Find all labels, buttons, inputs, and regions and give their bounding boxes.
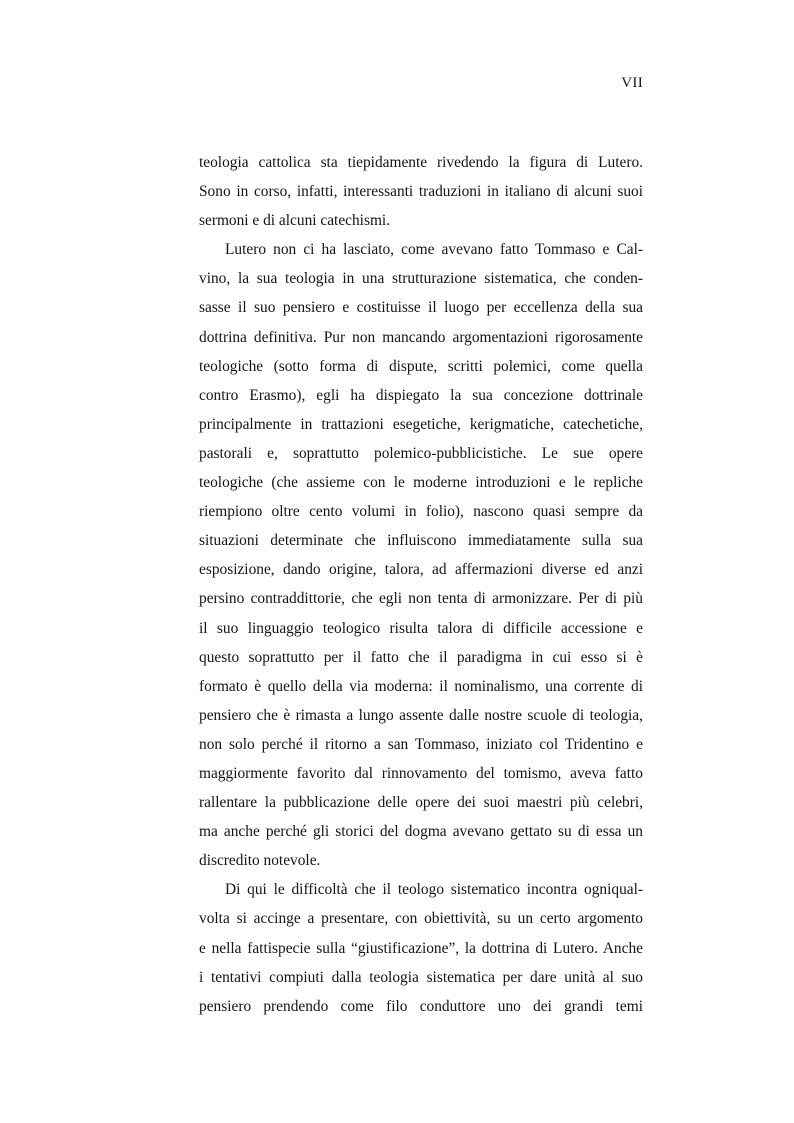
text-line: pensiero che è rimasta a lungo assente dalle nostre scuole di teologia,	[199, 706, 643, 724]
text-line: questo soprattutto per il fatto che il paradigma in cui esso si è	[199, 648, 643, 666]
text-line: non solo perché il ritorno a san Tommaso, iniziato col Tridentino e	[199, 735, 643, 753]
text-line: Sono in corso, infatti, interessanti traduzioni in italiano di alcuni suoi	[199, 183, 643, 201]
text-line: teologiche (che assieme con le moderne introduzioni e le repliche	[199, 474, 643, 492]
text-line: discredito notevole.	[199, 852, 321, 870]
text-line: il suo linguaggio teologico risulta talora di difficile accessione e	[199, 619, 643, 637]
text-line: teologiche (sotto forma di dispute, scritti polemici, come quella	[199, 357, 643, 375]
text-line: formato è quello della via moderna: il nominalismo, una corrente di	[199, 677, 643, 695]
text-line: pensiero prendendo come filo conduttore uno dei grandi temi	[199, 997, 643, 1015]
text-line: esposizione, dando origine, talora, ad affermazioni diverse ed anzi	[199, 561, 643, 579]
text-line: maggiormente favorito dal rinnovamento del tomismo, aveva fatto	[199, 764, 643, 782]
text-line: ma anche perché gli storici del dogma avevano gettato su di essa un	[199, 823, 643, 841]
text-line: contro Erasmo), egli ha dispiegato la sua concezione dottrinale	[199, 386, 643, 404]
text-line: riempiono oltre cento volumi in folio), nascono quasi sempre da	[199, 503, 643, 521]
text-line: dottrina definitiva. Pur non mancando argomentazioni rigorosamente	[199, 328, 643, 346]
text-line: sermoni e di alcuni catechismi.	[199, 212, 391, 230]
text-line: e nella fattispecie sulla “giustificazione”, la dottrina di Lutero. Anche	[199, 939, 643, 957]
body-text	[199, 148, 643, 1021]
text-line: persino contraddittorie, che egli non tenta di armonizzare. Per di più	[199, 590, 643, 608]
text-line: Lutero non ci ha lasciato, come avevano fatto Tommaso e Cal-	[225, 241, 643, 259]
text-line: situazioni determinate che influiscono immediatamente sulla sua	[199, 532, 643, 550]
text-line: teologia cattolica sta tiepidamente rivedendo la figura di Lutero.	[199, 154, 643, 171]
text-line: volta si accinge a presentare, con obiettività, su un certo argomento	[199, 910, 643, 928]
text-line: vino, la sua teologia in una strutturazione sistematica, che conden-	[199, 270, 643, 288]
text-line: principalmente in trattazioni esegetiche, kerigmatiche, catechetiche,	[199, 415, 643, 433]
text-line: sasse il suo pensiero e costituisse il luogo per eccellenza della sua	[199, 299, 643, 317]
text-line: Di qui le difficoltà che il teologo sistematico incontra ogniqual-	[225, 881, 643, 899]
page-number: VII	[621, 75, 643, 91]
text-line: pastorali e, soprattutto polemico-pubblicistiche. Le sue opere	[199, 444, 643, 462]
text-line: rallentare la pubblicazione delle opere dei suoi maestri più celebri,	[199, 794, 643, 812]
text-line: i tentativi compiuti dalla teologia sistematica per dare unità al suo	[199, 968, 643, 986]
